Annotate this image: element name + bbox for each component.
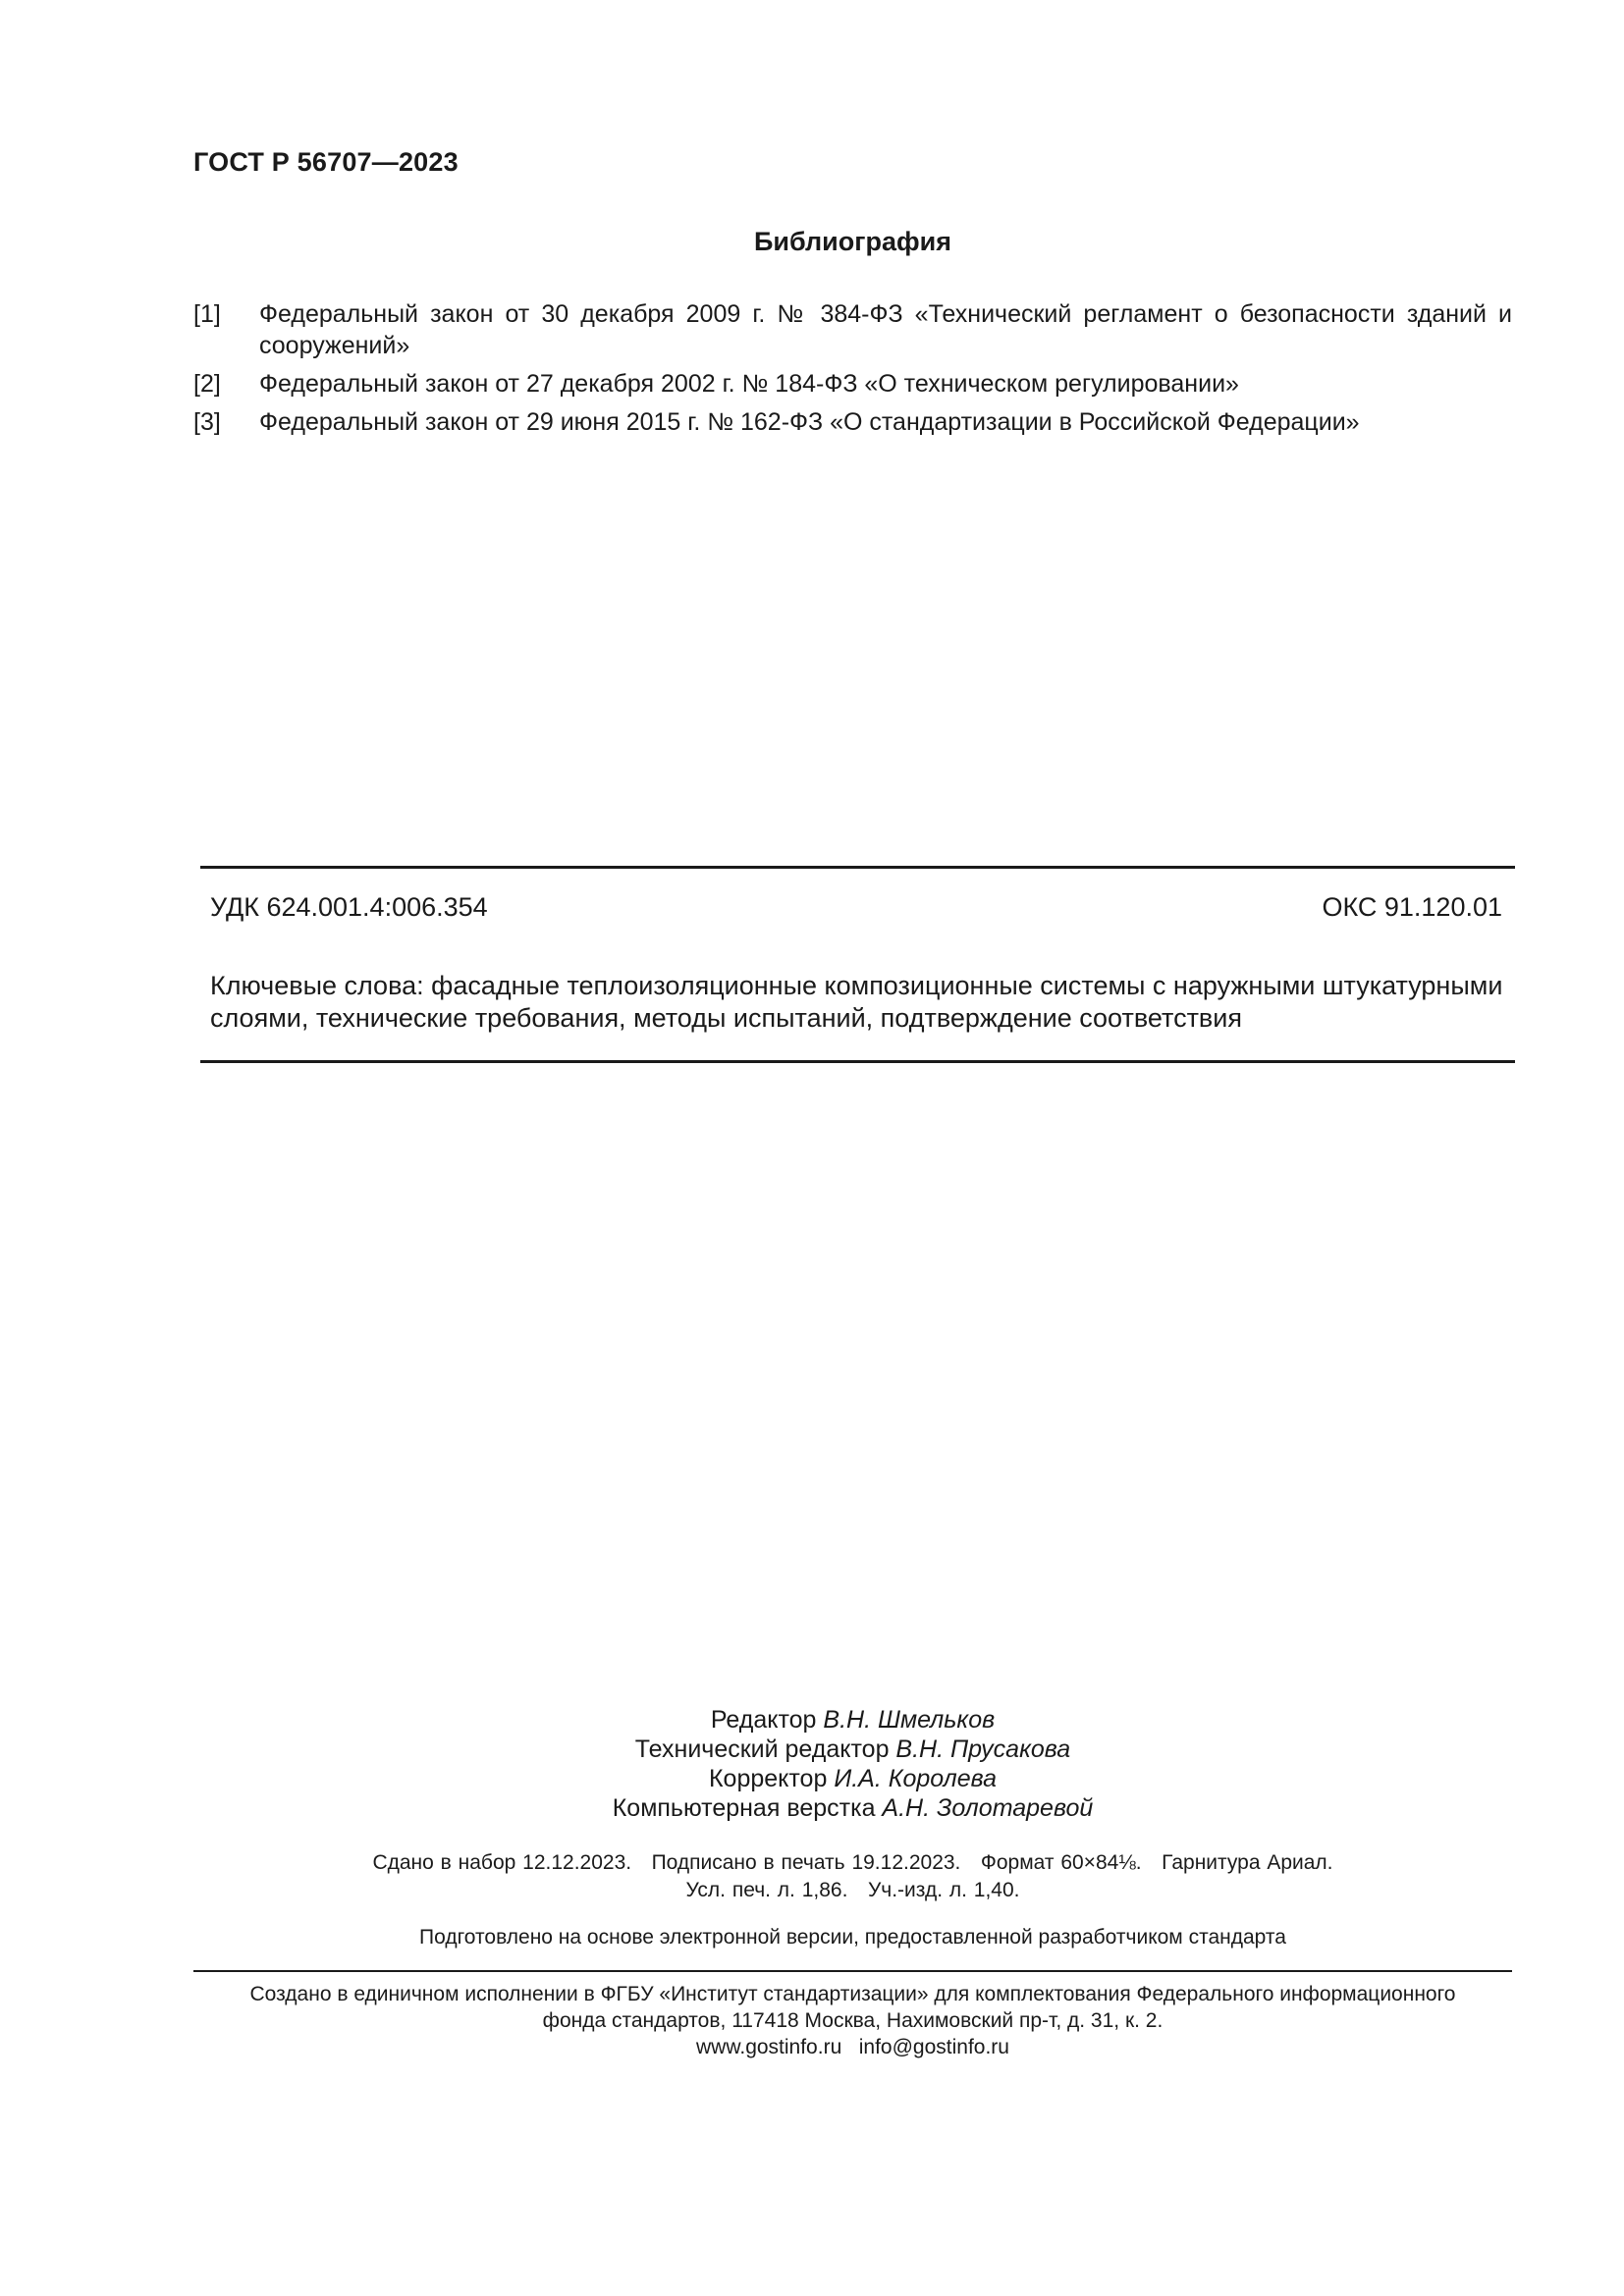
credit-line — [193, 1764, 1512, 1793]
credit-role: Компьютерная верстка — [612, 1794, 883, 1822]
credit-name: В.Н. Шмельков — [823, 1706, 996, 1734]
imprint-line-2: Усл. печ. л. 1,86. Уч.-изд. л. 1,40. — [685, 1879, 1020, 1901]
bibliography-item-text: Федеральный закон от 29 июня 2015 г. № 162-ФЗ «О стандартизации в Российской Федерации» — [259, 408, 1360, 436]
bibliography-item-text: Федеральный закон от 27 декабря 2002 г. № 184-ФЗ «О техническом регулировании» — [259, 370, 1239, 398]
credits-block — [193, 1705, 1512, 1823]
credit-name: А.Н. Золотаревой — [882, 1794, 1094, 1822]
bibliography-item-number: [2] — [193, 370, 221, 398]
imprint-info — [193, 1849, 1512, 1904]
created-line-2: фонда стандартов, 117418 Москва, Нахимовский пр-т, д. 31, к. 2. — [542, 2009, 1164, 2032]
imprint-line-1: Сдано в набор 12.12.2023. Подписано в печать 19.12.2023. Формат 60×84⅛. Гарнитура Ариал. — [372, 1851, 1333, 1874]
bibliography-item — [193, 368, 1512, 400]
prepared-note: Подготовлено на основе электронной версии, предоставленной разработчиком стандарта — [419, 1926, 1286, 1949]
standard-code: ГОСТ Р 56707—2023 — [193, 147, 459, 177]
created-line-1: Создано в единичном исполнении в ФГБУ «Институт стандартизации» для комплектования Федерального информационного — [249, 1983, 1456, 2005]
credit-role: Редактор — [710, 1706, 824, 1734]
bibliography-title: Библиография — [754, 227, 951, 256]
divider-bottom — [200, 1060, 1515, 1063]
created-note — [193, 1981, 1512, 2060]
keywords: Ключевые слова: фасадные теплоизоляционные композиционные системы с наружными штукатурными слоями, технические требования, методы испытаний, подтверждение соответствия — [210, 971, 1503, 1033]
credit-role: Технический редактор — [634, 1735, 896, 1763]
credit-line — [193, 1793, 1512, 1823]
imprint-divider — [193, 1970, 1512, 1972]
bibliography-item-number: [1] — [193, 300, 221, 328]
credit-role: Корректор — [708, 1765, 835, 1792]
credit-line — [193, 1705, 1512, 1735]
oks-code: ОКС 91.120.01 — [1322, 892, 1502, 922]
credit-name: В.Н. Прусакова — [895, 1735, 1071, 1763]
bibliography-item — [193, 298, 1512, 361]
bibliography-item-text: Федеральный закон от 30 декабря 2009 г. № 384-ФЗ «Технический регламент о безопасности зданий и сооружений» — [259, 300, 1512, 359]
bibliography-item-number: [3] — [193, 408, 221, 436]
credit-name: И.А. Королева — [834, 1765, 998, 1792]
divider-top — [200, 866, 1515, 869]
credit-line — [193, 1735, 1512, 1764]
contacts: www.gostinfo.ru info@gostinfo.ru — [696, 2036, 1009, 2058]
bibliography-list — [193, 298, 1512, 445]
udk-code: УДК 624.001.4:006.354 — [210, 892, 488, 922]
bibliography-item — [193, 406, 1512, 438]
